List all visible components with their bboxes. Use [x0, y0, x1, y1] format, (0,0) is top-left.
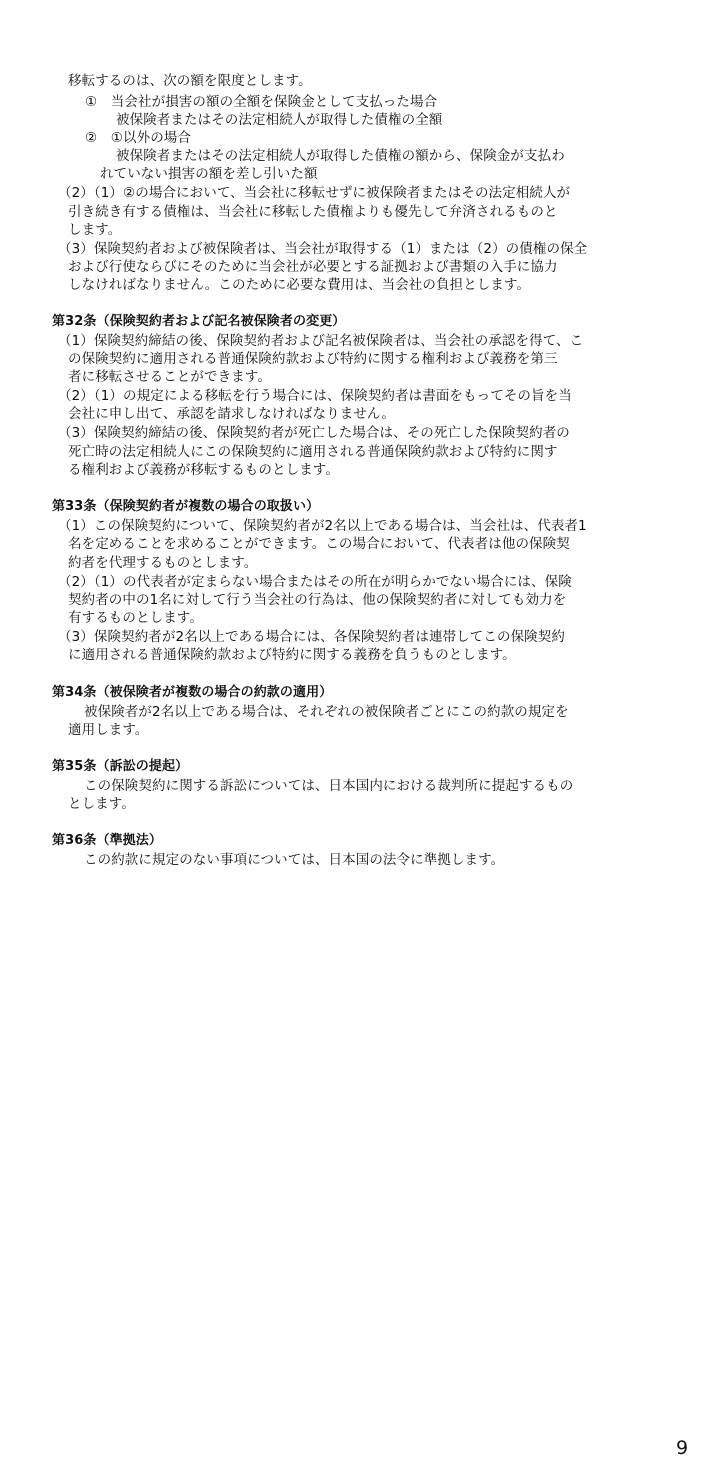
body-line: 名を定めることを求めることができます。この場合において、代表者は他の保険契: [68, 536, 570, 552]
body-line: れていない損害の額を差し引いた額: [100, 166, 318, 182]
clause-line: （2）（1）②の場合において、当会社に移転せずに被保険者またはその法定相続人が: [58, 185, 571, 201]
body-line: る権利および義務が移転するものとします。: [68, 462, 339, 478]
body-line: 有するものとします。: [68, 610, 203, 626]
clause-line: （1）保険契約締結の後、保険契約者および記名被保険者は、当会社の承認を得て、こ: [58, 333, 584, 349]
clause-line: （2）（1）の規定による移転を行う場合には、保険契約者は書面をもってその旨を当: [58, 388, 572, 404]
body-line: とします。: [68, 796, 135, 812]
list-item: ② ①以外の場合: [85, 130, 192, 146]
article-35-heading: 第35条（訴訟の提起）: [52, 759, 189, 774]
body-line: 被保険者が2名以上である場合は、それぞれの被保険者ごとにこの約款の規定を: [84, 704, 569, 720]
article-33-heading: 第33条（保険契約者が複数の場合の取扱い）: [52, 499, 320, 514]
body-line: の保険契約に適用される普通保険約款および特約に関する権利および義務を第三: [68, 351, 558, 367]
clause-line: （3）保険契約締結の後、保険契約者が死亡した場合は、その死亡した保険契約者の: [58, 425, 570, 441]
body-line: 契約者の中の1名に対して行う当会社の行為は、他の保険契約者に対しても効力を: [68, 592, 567, 608]
body-line: この約款に規定のない事項については、日本国の法令に準拠します。: [84, 852, 505, 868]
body-line: します。: [68, 222, 122, 238]
body-line: この保険契約に関する訴訟については、日本国内における裁判所に提起するもの: [84, 778, 574, 794]
body-line: 被保険者またはその法定相続人が取得した債権の額から、保険金が支払わ: [116, 148, 565, 164]
clause-line: （2）（1）の代表者が定まらない場合またはその所在が明らかでない場合には、保険: [58, 574, 572, 590]
body-line: 移転するのは、次の額を限度とします。: [68, 73, 312, 89]
article-34-heading: 第34条（被保険者が複数の場合の約款の適用）: [52, 685, 333, 700]
body-line: および行使ならびにそのために当会社が必要とする証拠および書類の入手に協力: [68, 259, 558, 275]
body-line: に適用される普通保険約款および特約に関する義務を負うものとします。: [68, 647, 516, 663]
body-line: 死亡時の法定相続人にこの保険契約に適用される普通保険約款および特約に関す: [68, 444, 558, 460]
article-32-heading: 第32条（保険契約者および記名被保険者の変更）: [52, 314, 346, 329]
body-line: 適用します。: [68, 722, 149, 738]
list-item: ① 当会社が損害の額の全額を保険金として支払った場合: [85, 94, 438, 110]
body-line: 者に移転させることができます。: [68, 369, 271, 385]
body-line: 引き続き有する債権は、当会社に移転した債権よりも優先して弁済されるものと: [68, 204, 558, 220]
clause-line: （3）保険契約者が2名以上である場合には、各保険契約者は連帯してこの保険契約: [58, 629, 565, 645]
body-line: 被保険者またはその法定相続人が取得した債権の全額: [116, 112, 443, 128]
body-line: 会社に申し出て、承認を請求しなければなりません。: [68, 406, 395, 422]
body-line: 約者を代理するものとします。: [68, 555, 258, 571]
article-36-heading: 第36条（準拠法）: [52, 833, 162, 848]
clause-line: （1）この保険契約について、保険契約者が2名以上である場合は、当会社は、代表者1: [58, 518, 587, 534]
page-number: 9: [676, 1437, 689, 1459]
clause-line: （3）保険契約者および被保険者は、当会社が取得する（1）または（2）の債権の保全: [58, 241, 588, 257]
body-line: しなければなりません。このために必要な費用は、当会社の負担とします。: [68, 277, 531, 293]
